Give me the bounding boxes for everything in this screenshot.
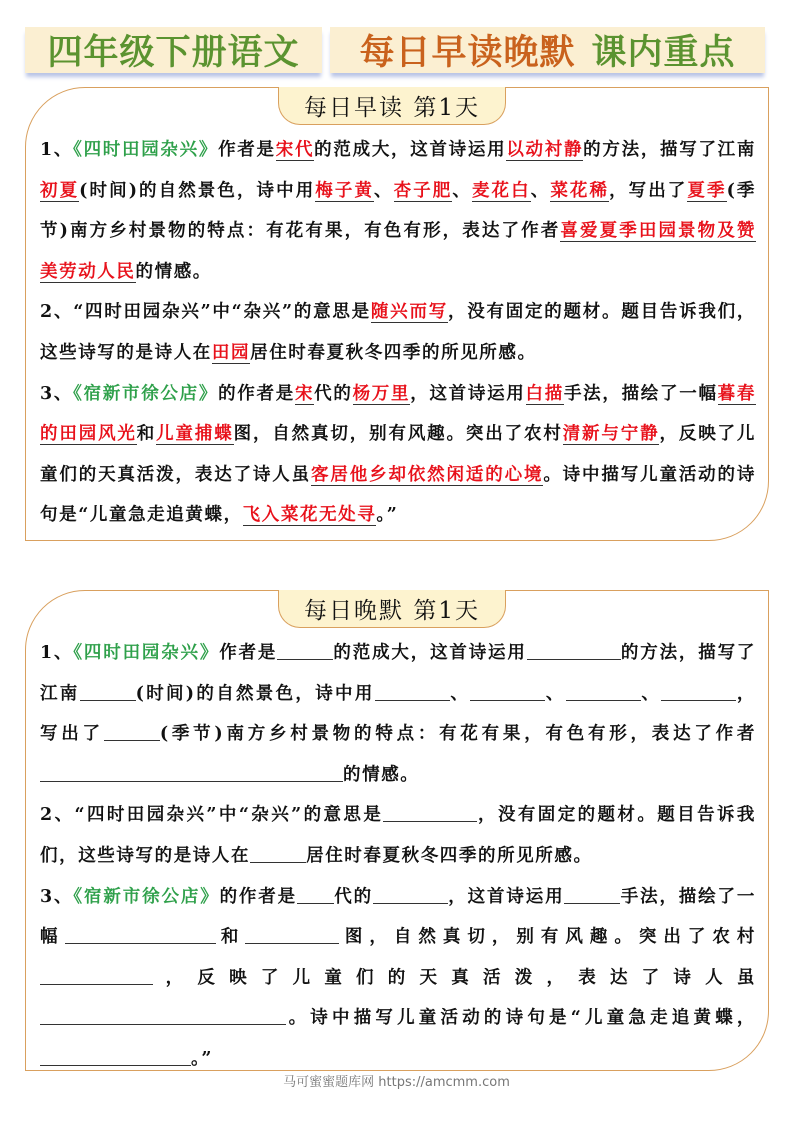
- answer-blank[interactable]: [383, 804, 477, 823]
- answer-blank[interactable]: [566, 682, 641, 701]
- answer-blank[interactable]: [245, 926, 339, 945]
- answer-blank[interactable]: [104, 723, 160, 742]
- answer-blank[interactable]: [470, 682, 545, 701]
- text: 和: [136, 424, 157, 445]
- answer-blank[interactable]: [65, 926, 216, 945]
- answer-blank[interactable]: [661, 682, 736, 701]
- evening-dictation-section: [25, 590, 769, 1071]
- text: 的情感。: [135, 261, 212, 282]
- answer-blank[interactable]: [40, 966, 153, 985]
- answer-blank[interactable]: [277, 642, 333, 661]
- text: 、: [374, 180, 394, 201]
- text: ，没有固定的题材。题目告诉我们，这些诗写的是诗人在: [40, 302, 756, 363]
- answer-text: 宋代: [275, 140, 315, 160]
- text: 手法，描绘了一幅: [563, 383, 718, 404]
- answer-text: 喜爱夏季田园景物及赞美劳动人民: [40, 221, 757, 282]
- text: 居住时春夏秋冬四季的所见所感。: [250, 342, 537, 363]
- evening-title-tab: [278, 590, 506, 628]
- text: 2、“四时田园杂兴”中“杂兴”的意思是: [40, 805, 384, 826]
- paragraph-2: [40, 292, 756, 373]
- header-main-title: [330, 27, 765, 73]
- text: 的情感。: [343, 764, 420, 785]
- text: ，这首诗运用: [410, 383, 526, 404]
- text: 、: [530, 180, 551, 201]
- text: 2、“四时田园杂兴”中“杂兴”的意思是: [40, 302, 371, 323]
- poem-title: 《宿新市徐公店》: [73, 886, 220, 907]
- text: 。诗中描写儿童活动的诗句是“儿童急走追黄蝶，: [40, 464, 756, 526]
- poem-title: 《四时田园杂兴》: [73, 643, 220, 663]
- answer-text: 清新与宁静: [562, 424, 660, 445]
- answer-text: 客居他乡却依然闲适的心境: [311, 464, 544, 485]
- answer-text: 麦花白: [471, 180, 531, 201]
- text: 3、: [40, 886, 74, 907]
- text: (时间)的自然景色，诗中用: [79, 180, 316, 201]
- answer-text: 夏季: [687, 180, 727, 201]
- text: 作者是: [219, 643, 278, 663]
- text: 居住时春夏秋冬四季的所见所感。: [306, 845, 593, 866]
- title-mid: 每日早读晚默: [359, 33, 576, 73]
- text: 的方法，描写了江南: [583, 140, 756, 160]
- text: 图，自然真切，别有风趣。突出了农村: [233, 424, 563, 445]
- text: ，反映了儿童们的天真活泼，表达了诗人虽: [153, 967, 756, 988]
- paragraph-3: [40, 877, 756, 1080]
- answer-text: 飞入菜花无处寻: [242, 505, 377, 526]
- answer-blank[interactable]: [40, 1007, 286, 1026]
- answer-blank[interactable]: [564, 885, 620, 904]
- morning-reading-section: [25, 87, 769, 541]
- text: 。”: [376, 505, 399, 526]
- text: ，反映了儿童们的天真活泼，表达了诗人虽: [40, 424, 757, 485]
- answer-text: 以动衬静: [506, 140, 584, 160]
- text: 、: [449, 683, 471, 704]
- answer-text: 白描: [525, 383, 564, 404]
- text: 的作者是: [218, 383, 295, 404]
- footer-watermark: 马可蜜蜜题库网 https://amcmm.com: [283, 1075, 510, 1090]
- answer-blank[interactable]: [40, 763, 343, 782]
- text: 。”: [191, 1048, 214, 1069]
- text: 。诗中描写儿童活动的诗句是“儿童急走追黄蝶，: [286, 1008, 756, 1029]
- text: 的范成大，这首诗运用: [333, 643, 527, 663]
- title-right: 课内重点: [591, 33, 736, 73]
- text: (季节)南方乡村景物的特点：有花有果，有色有形，表达了作者: [159, 724, 756, 745]
- answer-blank[interactable]: [80, 682, 136, 701]
- answer-blank[interactable]: [375, 682, 450, 701]
- paragraph-1: [40, 130, 756, 292]
- answer-text: 梅子黄: [315, 180, 375, 201]
- answer-blank[interactable]: [40, 1047, 191, 1066]
- answer-text: 暮春的田园风光: [40, 383, 756, 445]
- answer-text: 杨万里: [352, 383, 411, 404]
- answer-text: 随兴而写: [370, 302, 448, 323]
- text: 手法，描绘了一幅: [40, 886, 756, 948]
- text: 代的: [334, 886, 374, 907]
- text: ，这首诗运用: [448, 886, 565, 907]
- poem-title: 《四时田园杂兴》: [73, 140, 219, 160]
- answer-text: 菜花稀: [550, 180, 610, 201]
- evening-title: 每日晚默 第1天: [304, 598, 480, 624]
- text: 的方法，描写了江南: [40, 643, 756, 704]
- text: 1、: [40, 643, 74, 663]
- poem-title: 《宿新市徐公店》: [73, 383, 219, 404]
- text: ，写出了: [609, 180, 688, 201]
- text: 、: [452, 180, 472, 201]
- text: 1、: [40, 140, 74, 160]
- morning-title-tab: [278, 87, 506, 125]
- text: 代的: [314, 383, 353, 404]
- text: 3、: [40, 383, 74, 404]
- answer-blank[interactable]: [297, 885, 334, 904]
- text: 和: [215, 927, 246, 948]
- title-left: 四年级下册语文: [47, 33, 300, 73]
- morning-content: [40, 130, 756, 536]
- text: 、: [545, 683, 566, 704]
- answer-text: 初夏: [40, 180, 80, 201]
- paragraph-1: [40, 633, 756, 795]
- text: (季节)南方乡村景物的特点：有花有果，有色有形，表达了作者: [40, 180, 757, 242]
- text: 的作者是: [219, 886, 298, 907]
- answer-blank[interactable]: [373, 885, 448, 904]
- answer-blank[interactable]: [250, 844, 306, 863]
- text: (时间)的自然景色，诗中用: [135, 683, 375, 704]
- text: 图，自然真切，别有风趣。突出了农村: [339, 927, 757, 948]
- answer-text: 儿童捕蝶: [156, 424, 234, 445]
- text: ，写出了: [40, 683, 756, 745]
- answer-text: 杏子肥: [393, 180, 453, 201]
- paragraph-3: [40, 374, 756, 536]
- answer-text: 田园: [211, 342, 251, 363]
- text: 作者是: [218, 140, 276, 160]
- text: ，没有固定的题材。题目告诉我们，这些诗写的是诗人在: [40, 805, 756, 866]
- morning-title: 每日早读 第1天: [304, 95, 480, 121]
- text: 、: [640, 683, 662, 704]
- answer-blank[interactable]: [527, 642, 621, 661]
- evening-content: [40, 633, 756, 1080]
- header-grade-title: [25, 27, 322, 73]
- paragraph-2: [40, 795, 756, 876]
- answer-text: 宋: [294, 383, 315, 404]
- text: 的范成大，这首诗运用: [314, 140, 507, 160]
